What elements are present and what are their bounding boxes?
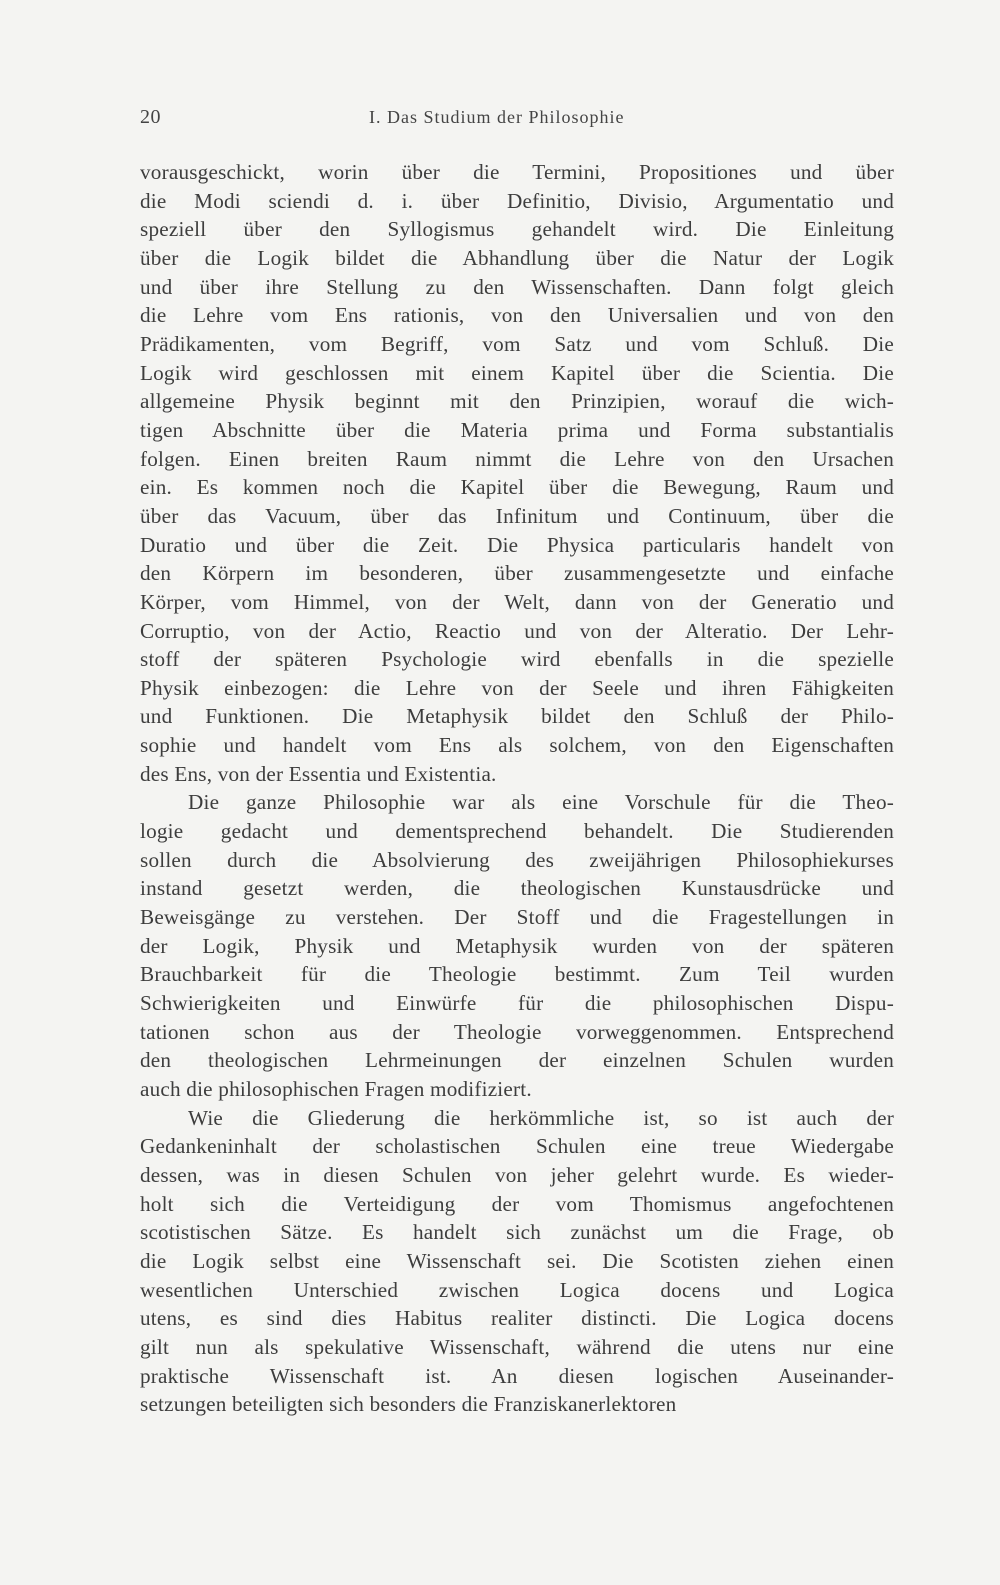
text-line: wesentlichen Unterschied zwischen Logica docens und Logica: [140, 1277, 894, 1302]
text-line: sophie und handelt vom Ens als solchem, von den Eigenschaften: [140, 733, 894, 758]
text-line: Körper, vom Himmel, von der Welt, dann von der Generatio und: [140, 589, 894, 614]
body-text: [140, 158, 894, 1419]
text-line: utens, es sind dies Habitus realiter distincti. Die Logica docens: [140, 1306, 894, 1331]
text-line: die Logik selbst eine Wissenschaft sei. Die Scotisten ziehen einen: [140, 1248, 894, 1273]
paragraph: [140, 1104, 894, 1419]
text-line: und über ihre Stellung zu den Wissenschaften. Dann folgt gleich: [140, 274, 894, 299]
text-line: Duratio und über die Zeit. Die Physica particularis handelt von: [140, 532, 894, 557]
text-line: gilt nun als spekulative Wissenschaft, während die utens nur eine: [140, 1334, 894, 1359]
text-line: ein. Es kommen noch die Kapitel über die Bewegung, Raum und: [140, 475, 894, 500]
text-line: Corruptio, von der Actio, Reactio und von der Alteratio. Der Lehr-: [140, 618, 894, 643]
text-line: folgen. Einen breiten Raum nimmt die Lehre von den Ursachen: [140, 446, 894, 471]
text-line: Physik einbezogen: die Lehre von der Seele und ihren Fähigkeiten: [140, 675, 894, 700]
text-line: Brauchbarkeit für die Theologie bestimmt. Zum Teil wurden: [140, 962, 894, 987]
text-line: tationen schon aus der Theologie vorweggenommen. Entsprechend: [140, 1019, 894, 1044]
paragraph: [140, 158, 894, 788]
text-line: Logik wird geschlossen mit einem Kapitel über die Scientia. Die: [140, 360, 894, 385]
running-head: [140, 106, 892, 136]
text-line: allgemeine Physik beginnt mit den Prinzipien, worauf die wich-: [140, 389, 894, 414]
text-line: instand gesetzt werden, die theologischen Kunstausdrücke und: [140, 876, 894, 901]
text-line: stoff der späteren Psychologie wird ebenfalls in die spezielle: [140, 647, 894, 672]
text-line: des Ens, von der Essentia und Existentia.: [140, 761, 497, 786]
text-line: dessen, was in diesen Schulen von jeher gelehrt wurde. Es wieder-: [140, 1162, 894, 1187]
page-number: 20: [140, 106, 161, 128]
text-line: speziell über den Syllogismus gehandelt wird. Die Einleitung: [140, 217, 894, 242]
text-line: Beweisgänge zu verstehen. Der Stoff und die Fragestellungen in: [140, 905, 894, 930]
text-line: vorausgeschickt, worin über die Termini, Propositiones und über: [140, 160, 894, 184]
text-line: Prädikamenten, vom Begriff, vom Satz und vom Schluß. Die: [140, 331, 894, 356]
text-line: scotistischen Sätze. Es handelt sich zunächst um die Frage, ob: [140, 1220, 894, 1245]
text-line: holt sich die Verteidigung der vom Thomismus angefochtenen: [140, 1191, 894, 1216]
text-line: über die Logik bildet die Abhandlung über die Natur der Logik: [140, 245, 894, 270]
text-line: auch die philosophischen Fragen modifiziert.: [140, 1077, 532, 1101]
text-line: den Körpern im besonderen, über zusammengesetzte und einfache: [140, 561, 894, 586]
text-line: den theologischen Lehrmeinungen der einzelnen Schulen wurden: [140, 1048, 894, 1073]
text-line: die Lehre vom Ens rationis, von den Universalien und von den: [140, 303, 894, 328]
text-line: Gedankeninhalt der scholastischen Schulen eine treue Wiedergabe: [140, 1134, 894, 1159]
text-line: sollen durch die Absolvierung des zweijährigen Philosophiekurses: [140, 847, 894, 872]
chapter-title: I. Das Studium der Philosophie: [369, 107, 625, 127]
text-line: logie gedacht und dementsprechend behandelt. Die Studierenden: [140, 819, 894, 844]
text-line: die Modi sciendi d. i. über Definitio, Divisio, Argumentatio und: [140, 188, 894, 213]
text-line: und Funktionen. Die Metaphysik bildet den Schluß der Philo-: [140, 704, 894, 729]
text-line: über das Vacuum, über das Infinitum und Continuum, über die: [140, 503, 894, 528]
text-line: Wie die Gliederung die herkömmliche ist, so ist auch der: [188, 1105, 894, 1130]
text-line: setzungen beteiligten sich besonders die Franziskanerlektoren: [140, 1392, 677, 1417]
text-line: der Logik, Physik und Metaphysik wurden von der späteren: [140, 933, 894, 958]
paragraph: [140, 788, 894, 1103]
text-line: Schwierigkeiten und Einwürfe für die philosophischen Dispu-: [140, 991, 894, 1016]
text-line: tigen Abschnitte über die Materia prima und Forma substantialis: [140, 417, 894, 442]
text-line: Die ganze Philosophie war als eine Vorschule für die Theo-: [188, 790, 894, 815]
text-line: praktische Wissenschaft ist. An diesen logischen Auseinander-: [140, 1363, 894, 1388]
